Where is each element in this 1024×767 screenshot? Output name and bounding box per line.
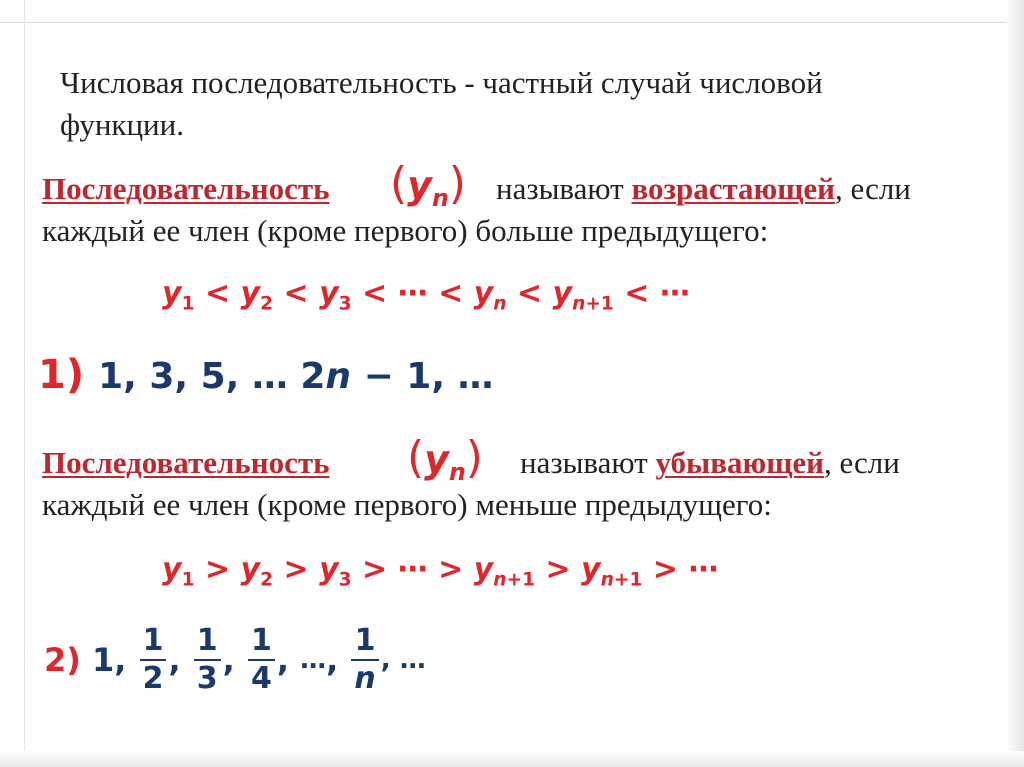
increasing-kind: возрастающей — [631, 171, 836, 206]
example-1-number: 1) — [38, 352, 85, 398]
fraction-1-2: $\frac{1}{2}$ — [140, 624, 167, 696]
frame-left-line — [24, 0, 25, 767]
increasing-line-2: каждый ее член (кроме первого) больше предыдущего: — [42, 213, 769, 248]
intro-line-2: функции. — [60, 107, 184, 142]
decreasing-term: Последовательность — [42, 445, 330, 480]
example-2-first: 1, — [92, 641, 127, 679]
frame-right-shadow — [1006, 0, 1024, 767]
increasing-notation: $(y_n)$ — [390, 158, 466, 213]
example-2: 2) 1, $\frac{1}{2}$ , $\frac{1}{3}$ , $\frac{1}{4}$ , …, $\frac{1}{n}$ , … — [44, 623, 426, 696]
increasing-formula: $y_1 < y_2 < y_3$ < ⋯ < $y_n < y_{n+1}$ < ⋯ — [162, 276, 690, 315]
decreasing-notation: $(y_n)$ — [407, 432, 483, 487]
fraction-1-3: $\frac{1}{3}$ — [194, 624, 221, 696]
decreasing-formula: $y_1 > y_2 > y_3$ > ⋯ > $y_{n+1} > y_{n+1}$ > ⋯ — [162, 552, 719, 591]
example-1: 1) 1, 3, 5, … 2n − 1, … — [38, 352, 494, 398]
fraction-1-4: $\frac{1}{4}$ — [248, 624, 275, 696]
fraction-1-n: $\frac{1}{n}$ — [351, 624, 378, 696]
intro-line-1: Числовая последовательность - частный случай числовой — [60, 65, 823, 100]
decreasing-kind: убывающей — [655, 445, 824, 480]
frame-bottom-shadow — [0, 751, 1024, 767]
increasing-term: Последовательность — [42, 171, 330, 206]
example-2-number: 2) — [44, 641, 81, 679]
decreasing-called: называют убывающей, если — [520, 445, 900, 480]
frame-top-line — [0, 22, 1024, 23]
increasing-called: называют возрастающей, если — [496, 171, 911, 206]
decreasing-line-2: каждый ее член (кроме первого) меньше предыдущего: — [42, 487, 772, 522]
